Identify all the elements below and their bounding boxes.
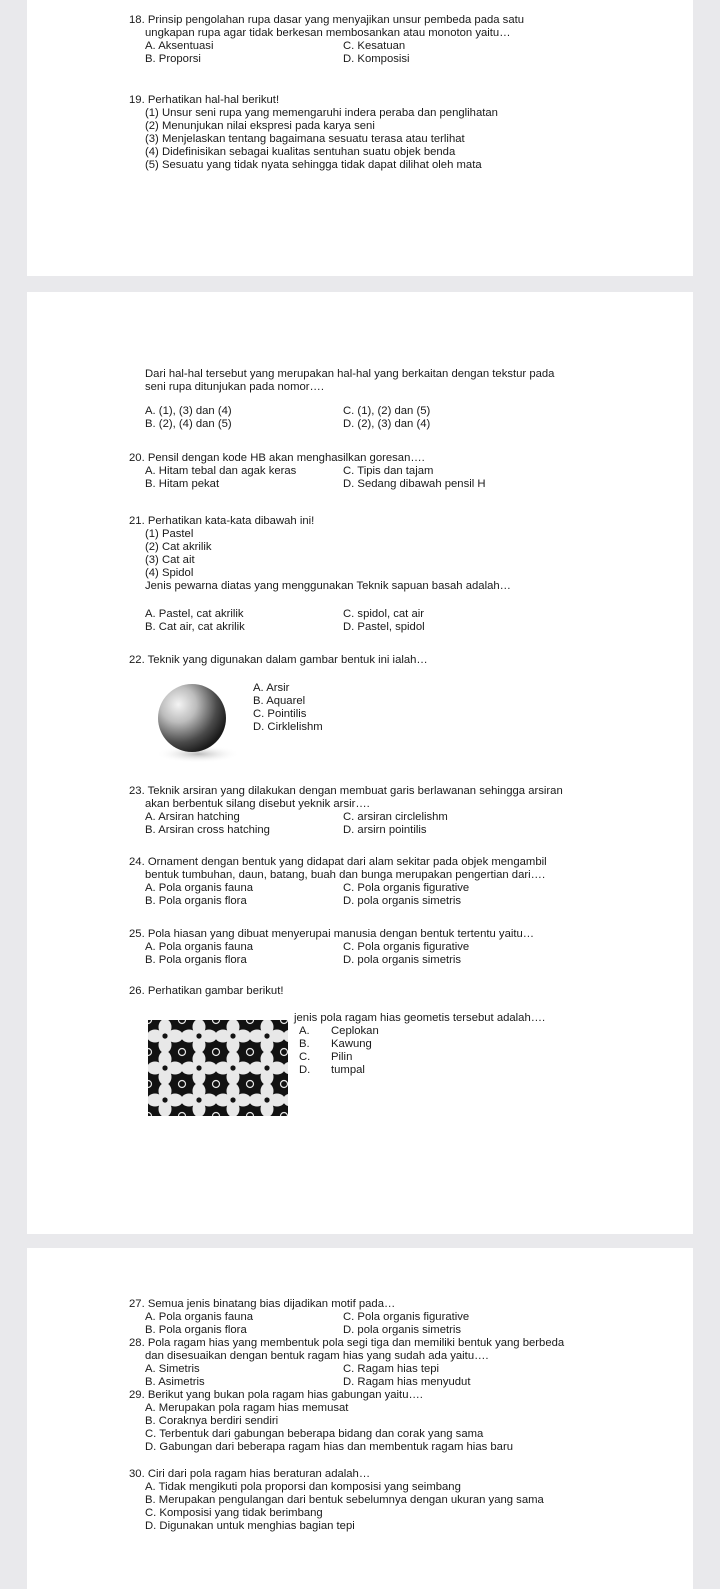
q25-option-a: A. Pola organis fauna <box>145 941 254 953</box>
q20-option-a: A. Hitam tebal dan agak keras <box>145 465 297 477</box>
q21-item-3: (3) Cat ait <box>145 554 195 566</box>
q26-option-a-letter: A. <box>299 1025 310 1037</box>
q27-option-a: A. Pola organis fauna <box>145 1311 254 1323</box>
q20-option-b: B. Hitam pekat <box>145 478 220 490</box>
q19-item-4: (4) Didefinisikan sebagai kualitas sentuhan suatu objek benda <box>145 146 456 158</box>
q19-item-3: (3) Menjelaskan tentang bagaimana sesuatu terasa atau terlihat <box>145 133 465 145</box>
q19-question-line2: seni rupa ditunjukan pada nomor…. <box>145 381 324 393</box>
q29-option-b: B. Coraknya berdiri sendiri <box>145 1415 279 1427</box>
q19-option-b: B. (2), (4) dan (5) <box>145 418 232 430</box>
q28-option-a: A. Simetris <box>145 1363 200 1375</box>
q23-text-line2: akan berbentuk silang disebut yeknik arsir…. <box>145 798 370 810</box>
q29-option-c: C. Terbentuk dari gabungan beberapa bidang dan corak yang sama <box>145 1428 484 1440</box>
q23-option-b: B. Arsiran cross hatching <box>145 824 270 836</box>
kawung-pattern-image <box>148 1020 288 1116</box>
q25-option-c: C. Pola organis figurative <box>343 941 470 953</box>
document-page-2 <box>27 292 693 1234</box>
q29-text: 29. Berikut yang bukan pola ragam hias gabungan yaitu…. <box>129 1389 423 1401</box>
q30-text: 30. Ciri dari pola ragam hias beraturan adalah… <box>129 1468 371 1480</box>
q26-option-d-letter: D. <box>299 1064 311 1076</box>
q29-option-d: D. Gabungan dari beberapa ragam hias dan membentuk ragam hias baru <box>145 1441 513 1453</box>
q30-option-d: D. Digunakan untuk menghias bagian tepi <box>145 1520 355 1532</box>
q28-option-d: D. Ragam hias menyudut <box>343 1376 471 1388</box>
q28-option-b: B. Asimetris <box>145 1376 205 1388</box>
q25-text: 25. Pola hiasan yang dibuat menyerupai manusia dengan bentuk tertentu yaitu… <box>129 928 535 940</box>
document-page-1 <box>27 0 693 276</box>
q23-text-line1: 23. Teknik arsiran yang dilakukan dengan membuat garis berlawanan sehingga arsiran <box>129 785 563 797</box>
q24-option-d: D. pola organis simetris <box>343 895 462 907</box>
q23-option-c: C. arsiran circlelishm <box>343 811 448 823</box>
q24-text-line1: 24. Ornament dengan bentuk yang didapat dari alam sekitar pada objek mengambil <box>129 856 547 868</box>
q26-text: 26. Perhatikan gambar berikut! <box>129 985 284 997</box>
q18-option-c: C. Kesatuan <box>343 40 406 52</box>
q26-question: jenis pola ragam hias geometis tersebut adalah…. <box>294 1012 546 1024</box>
q19-option-d: D. (2), (3) dan (4) <box>343 418 431 430</box>
q20-text: 20. Pensil dengan kode HB akan menghasilkan goresan…. <box>129 452 425 464</box>
q21-option-a: A. Pastel, cat akrilik <box>145 608 244 620</box>
q19-question-line1: Dari hal-hal tersebut yang merupakan hal-hal yang berkaitan dengan tekstur pada <box>145 368 555 380</box>
q18-option-a: A. Aksentuasi <box>145 40 214 52</box>
q25-option-d: D. pola organis simetris <box>343 954 462 966</box>
q19-option-a: A. (1), (3) dan (4) <box>145 405 232 417</box>
q21-item-4: (4) Spidol <box>145 567 194 579</box>
q30-option-a: A. Tidak mengikuti pola proporsi dan komposisi yang seimbang <box>145 1481 461 1493</box>
q19-title: 19. Perhatikan hal-hal berikut! <box>129 94 280 106</box>
q19-option-c: C. (1), (2) dan (5) <box>343 405 431 417</box>
q21-item-1: (1) Pastel <box>145 528 194 540</box>
q18-text-line2: ungkapan rupa agar tidak berkesan membosankan atau monoton yaitu… <box>145 27 511 39</box>
q20-option-c: C. Tipis dan tajam <box>343 465 434 477</box>
q21-title: 21. Perhatikan kata-kata dibawah ini! <box>129 515 315 527</box>
q24-option-b: B. Pola organis flora <box>145 895 247 907</box>
q26-option-a: Ceplokan <box>331 1025 379 1037</box>
q28-text-line1: 28. Pola ragam hias yang membentuk pola segi tiga dan memiliki bentuk yang berbeda <box>129 1337 565 1349</box>
q23-option-a: A. Arsiran hatching <box>145 811 240 823</box>
q26-option-c: Pilin <box>331 1051 353 1063</box>
q26-option-b: Kawung <box>331 1038 372 1050</box>
q19-item-5: (5) Sesuatu yang tidak nyata sehingga tidak dapat dilihat oleh mata <box>145 159 482 171</box>
q28-text-line2: dan disesuaikan dengan bentuk ragam hias yang sudah ada yaitu…. <box>145 1350 489 1362</box>
q29-option-a: A. Merupakan pola ragam hias memusat <box>145 1402 349 1414</box>
q30-option-c: C. Komposisi yang tidak berimbang <box>145 1507 323 1519</box>
q22-option-d: D. Cirklelishm <box>253 721 323 733</box>
q23-option-d: D. arsirn pointilis <box>343 824 427 836</box>
q21-option-b: B. Cat air, cat akrilik <box>145 621 245 633</box>
q24-option-a: A. Pola organis fauna <box>145 882 254 894</box>
q30-option-b: B. Merupakan pengulangan dari bentuk sebelumnya dengan ukuran yang sama <box>145 1494 544 1506</box>
q24-text-line2: bentuk tumbuhan, daun, batang, buah dan bunga merupakan pengertian dari…. <box>145 869 546 881</box>
q22-option-c: C. Pointilis <box>253 708 307 720</box>
q28-option-c: C. Ragam hias tepi <box>343 1363 440 1375</box>
q21-item-2: (2) Cat akrilik <box>145 541 212 553</box>
q27-option-d: D. pola organis simetris <box>343 1324 462 1336</box>
document-page-3 <box>27 1248 693 1589</box>
q19-item-1: (1) Unsur seni rupa yang memengaruhi indera peraba dan penglihatan <box>145 107 498 119</box>
q21-option-d: D. Pastel, spidol <box>343 621 425 633</box>
q22-option-b: B. Aquarel <box>253 695 306 707</box>
q21-question: Jenis pewarna diatas yang menggunakan Teknik sapuan basah adalah… <box>145 580 511 592</box>
q27-option-c: C. Pola organis figurative <box>343 1311 470 1323</box>
q24-option-c: C. Pola organis figurative <box>343 882 470 894</box>
q26-option-d: tumpal <box>331 1064 365 1076</box>
q18-text-line1: 18. Prinsip pengolahan rupa dasar yang menyajikan unsur pembeda pada satu <box>129 14 525 26</box>
q27-option-b: B. Pola organis flora <box>145 1324 247 1336</box>
q22-text: 22. Teknik yang digunakan dalam gambar bentuk ini ialah… <box>129 654 428 666</box>
q26-option-c-letter: C. <box>299 1051 311 1063</box>
q18-option-b: B. Proporsi <box>145 53 201 65</box>
shaded-sphere-drawing <box>148 678 240 766</box>
q25-option-b: B. Pola organis flora <box>145 954 247 966</box>
q22-option-a: A. Arsir <box>253 682 290 694</box>
q27-text: 27. Semua jenis binatang bias dijadikan motif pada… <box>129 1298 396 1310</box>
q21-option-c: C. spidol, cat air <box>343 608 424 620</box>
q18-option-d: D. Komposisi <box>343 53 410 65</box>
q20-option-d: D. Sedang dibawah pensil H <box>343 478 486 490</box>
q19-item-2: (2) Menunjukan nilai ekspresi pada karya seni <box>145 120 375 132</box>
q26-option-b-letter: B. <box>299 1038 310 1050</box>
